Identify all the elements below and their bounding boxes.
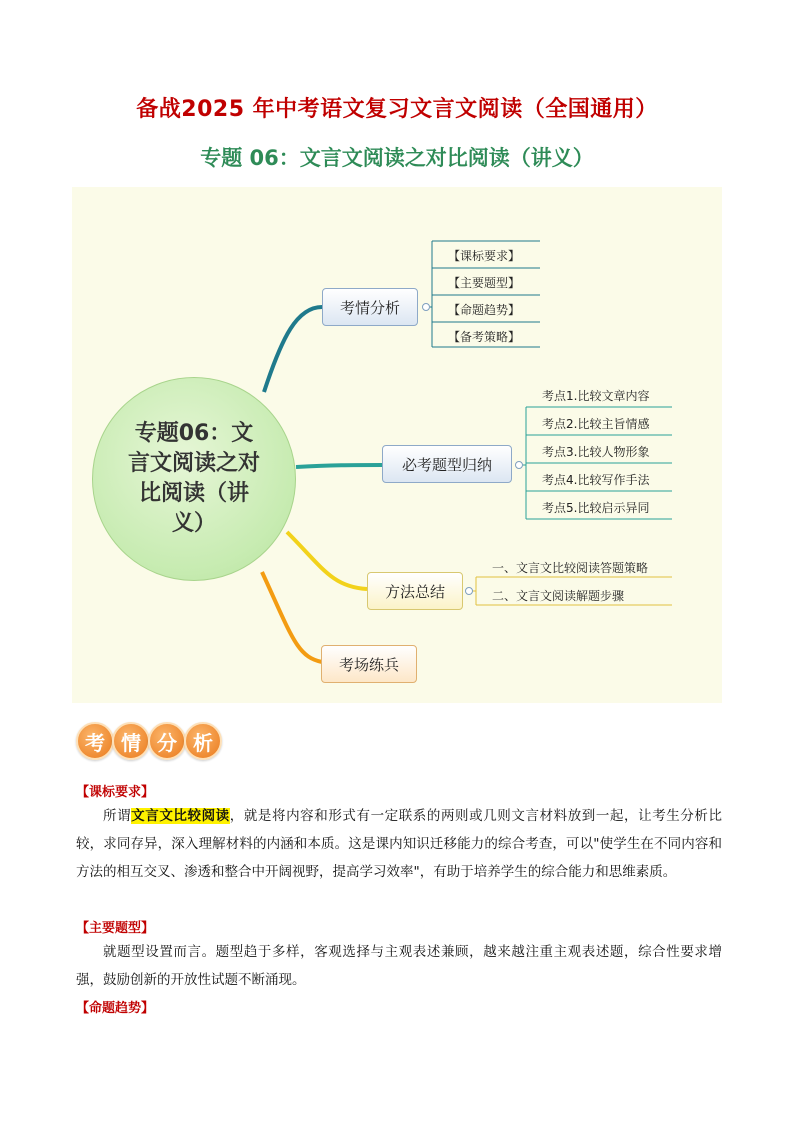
branch-kaochang[interactable] [321, 645, 417, 683]
connector-kaochang [262, 572, 322, 662]
badge-char: 考 [76, 722, 114, 760]
mind-map-center-label: 专题06：文言文阅读之对比阅读（讲义） [127, 421, 260, 536]
leaf-item[interactable]: 【主要题型】 [448, 276, 521, 290]
badge-char: 析 [184, 722, 222, 760]
para-text: 所谓 [103, 808, 132, 824]
branch-bikao[interactable] [382, 445, 512, 483]
document-subtitle: 专题 06：文言文阅读之对比阅读（讲义） [200, 146, 594, 170]
mind-map [72, 187, 722, 703]
collapse-toggle-icon[interactable] [465, 587, 473, 595]
leaf-item[interactable]: 考点4.比较写作手法 [542, 473, 650, 487]
leaf-item[interactable]: 考点3.比较人物形象 [542, 445, 650, 459]
connector-fangfa [287, 532, 367, 589]
badge-char: 分 [148, 722, 186, 760]
connector-bikao [296, 465, 382, 467]
para-text: ，就是将内容和形式有一定联系的两则或几则文言材料放到一起，让考生分析比较，求同存异，深入理解材料的内涵和本质。这是课内知识迁移能力的综合考查，可以"使学生在不同内容和方法的相互交叉、渗透和整合中开阔视野，提高学习效率"，有助于培养学生的综合能力和思维素质。 [76, 808, 723, 880]
section-badge [76, 722, 226, 762]
badge-char: 情 [112, 722, 150, 760]
leaf-item[interactable]: 【课标要求】 [448, 249, 521, 263]
branch-fangfa[interactable] [367, 572, 463, 610]
leaf-item[interactable]: 一、文言文比较阅读答题策略 [492, 561, 649, 575]
document-title: 备战2025 年中考语文复习文言文阅读（全国通用） [136, 97, 658, 122]
collapse-toggle-icon[interactable] [422, 303, 430, 311]
heading-kebiao: 【课标要求】 [76, 785, 155, 800]
branch-kaoqing-label: 考情分析 [339, 298, 400, 317]
leaf-item[interactable]: 考点5.比较启示异同 [542, 501, 650, 515]
leaf-item[interactable]: 【备考策略】 [448, 330, 521, 344]
branch-kaoqing[interactable] [322, 288, 418, 326]
leaf-item[interactable]: 【命题趋势】 [448, 303, 521, 317]
branch-fangfa-label: 方法总结 [384, 582, 445, 601]
highlighted-term: 文言文比较阅读 [131, 808, 230, 824]
branch-kaochang-label: 考场练兵 [338, 655, 399, 674]
heading-tixing: 【主要题型】 [76, 921, 155, 936]
paragraph-tixing: 就题型设置而言。题型趋于多样，客观选择与主观表述兼顾，越来越注重主观表述题，综合性要求增强，鼓励创新的开放性试题不断涌现。 [76, 944, 722, 988]
leaf-item[interactable]: 考点2.比较主旨情感 [542, 417, 650, 431]
leaf-item[interactable]: 二、文言文阅读解题步骤 [492, 589, 625, 603]
connector-kaoqing [264, 307, 322, 392]
mind-map-center [92, 377, 296, 581]
paragraph-kebiao [76, 802, 722, 886]
leaf-item[interactable]: 考点1.比较文章内容 [542, 389, 650, 403]
branch-bikao-label: 必考题型归纳 [401, 455, 492, 474]
collapse-toggle-icon[interactable] [515, 461, 523, 469]
heading-qushi: 【命题趋势】 [76, 1001, 155, 1016]
